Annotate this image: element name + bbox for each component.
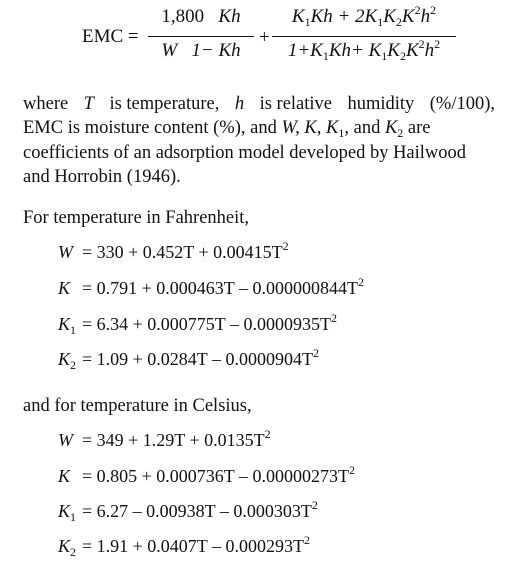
eq-rhs: = 0.791 + 0.000463T – 0.000000844T bbox=[82, 278, 358, 298]
eq-celsius-W bbox=[58, 427, 271, 451]
f2n-0: K bbox=[291, 6, 305, 27]
f2n-9: 2 bbox=[430, 3, 437, 17]
f2d-3: 1 bbox=[381, 49, 388, 63]
f2d-7: 2 bbox=[418, 37, 425, 51]
word: where bbox=[23, 94, 69, 114]
fraction-1-bar bbox=[148, 36, 254, 37]
var-list: W, K, K bbox=[281, 118, 339, 138]
eq-lhs: K bbox=[58, 314, 71, 334]
fraction-1-num-b: Kh bbox=[218, 6, 241, 27]
formula-plus: + bbox=[259, 27, 270, 48]
eq-lhs: K bbox=[58, 536, 71, 556]
eq-lhs: K bbox=[58, 466, 71, 486]
fraction-1-den-a: W bbox=[161, 40, 178, 61]
word: humidity bbox=[347, 94, 415, 114]
f2n-7: 2 bbox=[414, 3, 421, 17]
eq-rhs: = 0.805 + 0.000736T – 0.00000273T bbox=[82, 466, 349, 486]
para1-line3: coefficients of an adsorption model developed by Hailwood bbox=[23, 143, 467, 163]
eq-fahrenheit-K1 bbox=[58, 311, 337, 337]
eq-exp: 2 bbox=[264, 427, 271, 441]
word: is temperature, bbox=[109, 94, 220, 114]
f2d-0: 1+K bbox=[287, 40, 323, 61]
para1-line4: and Horrobin (1946). bbox=[23, 167, 181, 187]
f2n-8: h bbox=[420, 6, 431, 27]
fraction-1-num-a: 1,800 bbox=[161, 6, 205, 27]
f2n-5: 2 bbox=[395, 15, 402, 29]
f2n-4: K bbox=[383, 6, 396, 27]
f2n-3: 1 bbox=[377, 15, 384, 29]
eq-rhs: = 1.91 + 0.0407T – 0.000293T bbox=[82, 536, 304, 556]
f2d-1: 1 bbox=[322, 49, 329, 63]
celsius-intro: and for temperature in Celsius, bbox=[23, 396, 252, 416]
formula-fraction-1 bbox=[148, 6, 254, 70]
fraction-1-numerator bbox=[148, 6, 254, 28]
eq-fahrenheit-W bbox=[58, 239, 289, 263]
eq-sub: 2 bbox=[70, 358, 77, 372]
var-T: T bbox=[83, 94, 94, 114]
var-h: h bbox=[234, 94, 245, 114]
fraction-2-denominator bbox=[272, 37, 456, 63]
eq-exp: 2 bbox=[282, 239, 289, 253]
f2d-2: Kh+ K bbox=[328, 40, 382, 61]
eq-lhs: W bbox=[58, 430, 73, 450]
fahrenheit-intro: For temperature in Fahrenheit, bbox=[23, 208, 250, 228]
f2d-9: 2 bbox=[434, 37, 441, 51]
eq-exp: 2 bbox=[311, 498, 318, 512]
eq-celsius-K bbox=[58, 463, 355, 487]
fraction-1-denominator bbox=[148, 40, 254, 62]
f2d-4: K bbox=[387, 40, 400, 61]
eq-rhs: = 349 + 1.29T + 0.0135T bbox=[82, 430, 265, 450]
f2d-8: h bbox=[424, 40, 435, 61]
word: is relative bbox=[259, 94, 332, 114]
eq-lhs: K bbox=[58, 501, 71, 521]
eq-rhs: = 1.09 + 0.0284T – 0.0000904T bbox=[82, 349, 313, 369]
eq-rhs: = 6.27 – 0.00938T – 0.000303T bbox=[82, 501, 312, 521]
eq-sub: 1 bbox=[70, 510, 77, 524]
emc-formula bbox=[82, 3, 502, 76]
definitions-paragraph bbox=[23, 92, 495, 189]
eq-exp: 2 bbox=[312, 346, 319, 360]
text: are bbox=[407, 118, 431, 138]
eq-exp: 2 bbox=[348, 463, 355, 477]
f2n-2: Kh + 2K bbox=[310, 6, 378, 27]
eq-exp: 2 bbox=[357, 275, 364, 289]
eq-rhs: = 330 + 0.452T + 0.00415T bbox=[82, 242, 283, 262]
para1-line2 bbox=[23, 116, 495, 141]
fraction-2-bar bbox=[272, 36, 456, 37]
fraction-2-numerator bbox=[272, 3, 456, 29]
eq-exp: 2 bbox=[330, 311, 337, 325]
eq-sub: 2 bbox=[70, 545, 77, 559]
var-K: K bbox=[384, 118, 398, 138]
text: , and bbox=[344, 118, 381, 138]
f2d-6: K bbox=[405, 40, 419, 61]
eq-fahrenheit-K2 bbox=[58, 346, 319, 372]
para1-line1 bbox=[23, 92, 495, 116]
eq-celsius-K1 bbox=[58, 498, 318, 524]
word: (%/100), bbox=[429, 94, 495, 114]
formula-lhs: EMC = bbox=[82, 26, 139, 47]
f2d-5: 2 bbox=[399, 49, 406, 63]
eq-fahrenheit-K bbox=[58, 275, 364, 299]
f2n-6: K bbox=[401, 6, 415, 27]
fraction-1-den-b: 1− Kh bbox=[191, 40, 241, 61]
eq-rhs: = 6.34 + 0.000775T – 0.0000935T bbox=[82, 314, 331, 334]
eq-celsius-K2 bbox=[58, 533, 310, 559]
sub-1: 1 bbox=[338, 126, 345, 140]
formula-fraction-2 bbox=[272, 3, 456, 70]
eq-lhs: K bbox=[58, 278, 71, 298]
sub-2: 2 bbox=[397, 126, 404, 140]
eq-lhs: W bbox=[58, 242, 73, 262]
eq-exp: 2 bbox=[303, 533, 310, 547]
eq-sub: 1 bbox=[70, 323, 77, 337]
f2n-1: 1 bbox=[304, 15, 311, 29]
eq-lhs: K bbox=[58, 349, 71, 369]
text: EMC is moisture content (%), and bbox=[23, 118, 277, 138]
